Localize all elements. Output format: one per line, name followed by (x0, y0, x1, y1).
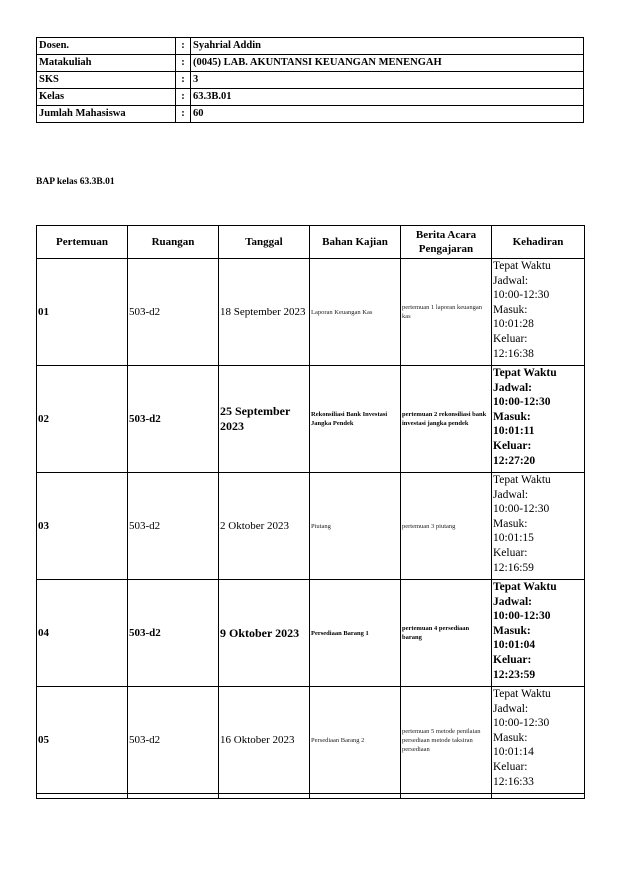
cell-tanggal: 16 Oktober 2023 (219, 687, 310, 794)
cell-pertemuan: 05 (37, 687, 128, 794)
kehadiran-jadwal-label: Jadwal: (493, 488, 529, 501)
kehadiran-jadwal-label: Jadwal: (493, 381, 532, 394)
kehadiran-jadwal: 10:00-12:30 (493, 289, 550, 302)
info-row-jumlah-mahasiswa (37, 106, 584, 123)
kehadiran-masuk: 10:01:14 (493, 746, 534, 759)
info-separator: : (176, 72, 191, 89)
kehadiran-masuk-label: Masuk: (493, 624, 531, 637)
info-label: Dosen. (37, 38, 176, 55)
cell-kehadiran (492, 259, 585, 366)
cell-ruangan: 503-d2 (128, 259, 219, 366)
kehadiran-masuk-label: Masuk: (493, 731, 528, 744)
info-separator: : (176, 106, 191, 123)
course-info-table (36, 37, 584, 123)
kehadiran-jadwal-label: Jadwal: (493, 702, 529, 715)
cell-tanggal: 9 Oktober 2023 (219, 580, 310, 687)
kehadiran-masuk-label: Masuk: (493, 303, 528, 316)
info-value: Syahrial Addin (191, 38, 584, 55)
kehadiran-keluar: 12:16:33 (493, 775, 534, 788)
cell-berita-acara: pertemuan 2 rekonsiliasi bank investasi jangka pendek (401, 366, 492, 473)
cell-bahan-kajian: Laporan Keuangan Kas (310, 259, 401, 366)
table-row-continuation (37, 794, 585, 799)
kehadiran-status: Tepat Waktu (493, 260, 551, 272)
table-row (37, 580, 585, 687)
info-row-dosen (37, 38, 584, 55)
kehadiran-jadwal: 10:00-12:30 (493, 717, 550, 730)
info-label: Kelas (37, 89, 176, 106)
kehadiran-status: Tepat Waktu (493, 581, 557, 593)
kehadiran-keluar-label: Keluar: (493, 332, 528, 345)
bap-table (36, 225, 585, 799)
header-kehadiran: Kehadiran (492, 226, 585, 259)
kehadiran-keluar-label: Keluar: (493, 653, 532, 666)
kehadiran-keluar: 12:27:20 (493, 454, 536, 467)
info-separator: : (176, 55, 191, 72)
kehadiran-masuk: 10:01:28 (493, 318, 534, 331)
cell-bahan-kajian: Piutang (310, 473, 401, 580)
kehadiran-keluar-label: Keluar: (493, 546, 528, 559)
table-row (37, 259, 585, 366)
cell-berita-acara: pertemuan 3 piutang (401, 473, 492, 580)
kehadiran-status: Tepat Waktu (493, 474, 551, 486)
cell-kehadiran (492, 580, 585, 687)
kehadiran-masuk: 10:01:04 (493, 639, 536, 652)
kehadiran-jadwal-label: Jadwal: (493, 595, 532, 608)
cell-pertemuan: 02 (37, 366, 128, 473)
info-label: Matakuliah (37, 55, 176, 72)
cell-tanggal: 18 September 2023 (219, 259, 310, 366)
table-row (37, 473, 585, 580)
cell-berita-acara: pertemuan 4 persediaan barang (401, 580, 492, 687)
bap-header-row (37, 226, 585, 259)
cell-tanggal: 2 Oktober 2023 (219, 473, 310, 580)
kehadiran-jadwal: 10:00-12:30 (493, 610, 551, 623)
info-value: 60 (191, 106, 584, 123)
kehadiran-keluar: 12:16:38 (493, 347, 534, 360)
kehadiran-keluar-label: Keluar: (493, 439, 532, 452)
info-row-matakuliah (37, 55, 584, 72)
table-row (37, 687, 585, 794)
cell-bahan-kajian: Persediaan Barang 1 (310, 580, 401, 687)
kehadiran-keluar-label: Keluar: (493, 760, 528, 773)
info-label: SKS (37, 72, 176, 89)
kehadiran-masuk: 10:01:15 (493, 532, 534, 545)
bap-title: BAP kelas 63.3B.01 (36, 177, 115, 187)
info-value: 63.3B.01 (191, 89, 584, 106)
info-row-kelas (37, 89, 584, 106)
cell-kehadiran (492, 473, 585, 580)
cell-pertemuan: 01 (37, 259, 128, 366)
kehadiran-masuk-label: Masuk: (493, 517, 528, 530)
kehadiran-masuk-label: Masuk: (493, 410, 531, 423)
kehadiran-jadwal: 10:00-12:30 (493, 396, 551, 409)
header-berita-acara: Berita Acara Pengajaran (401, 226, 492, 259)
info-value: (0045) LAB. AKUNTANSI KEUANGAN MENENGAH (191, 55, 584, 72)
cell-kehadiran (492, 687, 585, 794)
cell-tanggal: 25 September 2023 (219, 366, 310, 473)
kehadiran-jadwal: 10:00-12:30 (493, 503, 550, 516)
info-separator: : (176, 38, 191, 55)
cell-pertemuan: 03 (37, 473, 128, 580)
info-row-sks (37, 72, 584, 89)
header-pertemuan: Pertemuan (37, 226, 128, 259)
cell-pertemuan: 04 (37, 580, 128, 687)
header-bahan-kajian: Bahan Kajian (310, 226, 401, 259)
info-value: 3 (191, 72, 584, 89)
kehadiran-status: Tepat Waktu (493, 688, 551, 700)
header-ruangan: Ruangan (128, 226, 219, 259)
table-row (37, 366, 585, 473)
cell-kehadiran (492, 366, 585, 473)
cell-berita-acara: pertemuan 5 metode penilaian persediaan metode taksiran persediaan (401, 687, 492, 794)
cell-ruangan: 503-d2 (128, 687, 219, 794)
header-tanggal: Tanggal (219, 226, 310, 259)
cell-berita-acara: pertemuan 1 laporan keuangan kas (401, 259, 492, 366)
cell-ruangan: 503-d2 (128, 580, 219, 687)
kehadiran-masuk: 10:01:11 (493, 425, 535, 438)
cell-ruangan: 503-d2 (128, 473, 219, 580)
cell-ruangan: 503-d2 (128, 366, 219, 473)
kehadiran-keluar: 12:23:59 (493, 668, 536, 681)
info-separator: : (176, 89, 191, 106)
kehadiran-keluar: 12:16:59 (493, 561, 534, 574)
kehadiran-jadwal-label: Jadwal: (493, 274, 529, 287)
cell-bahan-kajian: Rekonsiliasi Bank Investasi Jangka Pendek (310, 366, 401, 473)
info-label: Jumlah Mahasiswa (37, 106, 176, 123)
kehadiran-status: Tepat Waktu (493, 367, 557, 379)
cell-bahan-kajian: Persediaan Barang 2 (310, 687, 401, 794)
